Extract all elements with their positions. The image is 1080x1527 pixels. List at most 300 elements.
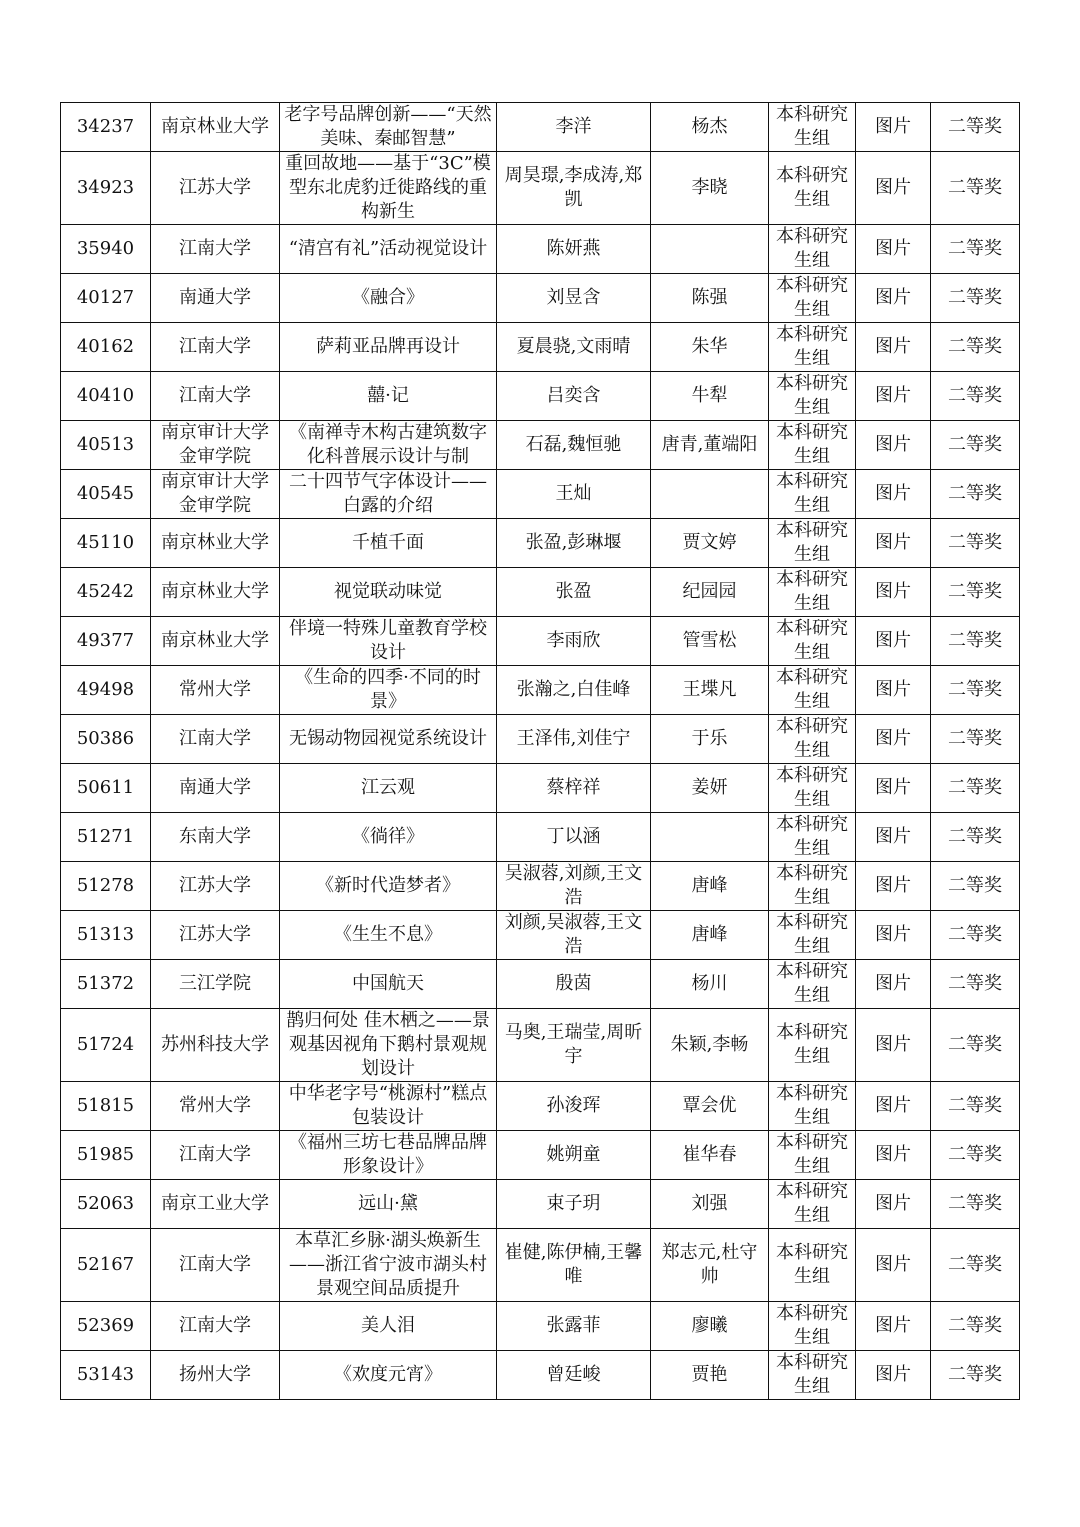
authors-cell [497, 1351, 651, 1400]
title-text: 《欢度元宵》 [334, 1364, 442, 1385]
title-cell [280, 103, 497, 152]
school-cell [151, 568, 280, 617]
authors-cell [497, 1082, 651, 1131]
group-text: 本科研究生组 [776, 569, 848, 614]
group-cell [769, 1082, 856, 1131]
advisor-text: 管雪松 [682, 630, 737, 651]
title-text: 视觉联动味觉 [334, 581, 442, 602]
authors-text: 王灿 [555, 483, 592, 504]
school-text: 南京审计大学金审学院 [161, 422, 269, 467]
group-cell [769, 323, 856, 372]
group-cell [769, 519, 856, 568]
school-text: 常州大学 [179, 1095, 251, 1116]
award-cell: 二等奖 [931, 1302, 1020, 1351]
school-text: 南京审计大学金审学院 [161, 471, 269, 516]
entry-id-cell: 50611 [61, 764, 151, 813]
table-row [61, 862, 1020, 911]
authors-cell [497, 421, 651, 470]
title-text: 美人泪 [361, 1315, 415, 1336]
advisor-text: 牛犁 [691, 385, 728, 406]
authors-text: 吕奕含 [546, 385, 601, 406]
authors-cell [497, 323, 651, 372]
school-cell [151, 960, 280, 1009]
school-cell [151, 1229, 280, 1302]
title-text: 《福州三坊七巷品牌品牌形象设计》 [289, 1132, 487, 1177]
type-cell: 图片 [856, 519, 931, 568]
award-cell: 二等奖 [931, 1009, 1020, 1082]
table-row [61, 764, 1020, 813]
group-cell [769, 960, 856, 1009]
type-cell: 图片 [856, 911, 931, 960]
award-cell: 二等奖 [931, 666, 1020, 715]
award-cell: 二等奖 [931, 372, 1020, 421]
authors-cell [497, 274, 651, 323]
authors-text: 李雨欣 [546, 630, 601, 651]
table-row [61, 1131, 1020, 1180]
group-cell [769, 1180, 856, 1229]
authors-text: 束子玥 [546, 1193, 601, 1214]
table-row [61, 813, 1020, 862]
authors-text: 王泽伟,刘佳宁 [516, 728, 631, 749]
group-cell [769, 715, 856, 764]
award-cell: 二等奖 [931, 152, 1020, 225]
type-cell: 图片 [856, 1131, 931, 1180]
title-text: 《南禅寺木构古建筑数字化科普展示设计与制 [289, 422, 487, 467]
type-cell: 图片 [856, 152, 931, 225]
table-row [61, 152, 1020, 225]
entry-id-cell: 51278 [61, 862, 151, 911]
title-text: 《生命的四季·不同的时景》 [295, 667, 481, 712]
table-row [61, 470, 1020, 519]
advisor-cell [651, 1131, 769, 1180]
table-row [61, 421, 1020, 470]
authors-text: 陈妍燕 [546, 238, 601, 259]
title-text: 《徜徉》 [352, 826, 424, 847]
advisor-cell [651, 617, 769, 666]
title-cell [280, 1302, 497, 1351]
advisor-cell [651, 568, 769, 617]
group-text: 本科研究生组 [776, 520, 848, 565]
entry-id-cell: 45110 [61, 519, 151, 568]
authors-text: 吴淑蓉,刘颜,王文浩 [504, 863, 643, 908]
advisor-cell [651, 1229, 769, 1302]
advisor-cell [651, 519, 769, 568]
group-cell [769, 274, 856, 323]
school-text: 常州大学 [179, 679, 251, 700]
type-cell: 图片 [856, 1229, 931, 1302]
table-row [61, 323, 1020, 372]
table-row [61, 715, 1020, 764]
group-text: 本科研究生组 [776, 324, 848, 369]
school-cell [151, 103, 280, 152]
group-text: 本科研究生组 [776, 961, 848, 1006]
advisor-text: 于乐 [691, 728, 728, 749]
group-text: 本科研究生组 [776, 618, 848, 663]
school-cell [151, 1082, 280, 1131]
group-text: 本科研究生组 [776, 863, 848, 908]
school-cell [151, 470, 280, 519]
award-cell: 二等奖 [931, 960, 1020, 1009]
authors-cell [497, 470, 651, 519]
school-cell [151, 323, 280, 372]
group-text: 本科研究生组 [776, 471, 848, 516]
school-text: 南京林业大学 [161, 581, 269, 602]
group-cell [769, 103, 856, 152]
group-text: 本科研究生组 [776, 1132, 848, 1177]
table-row [61, 1082, 1020, 1131]
title-cell [280, 764, 497, 813]
title-cell [280, 225, 497, 274]
advisor-cell [651, 152, 769, 225]
entry-id-cell: 52167 [61, 1229, 151, 1302]
table-row [61, 1229, 1020, 1302]
authors-cell [497, 813, 651, 862]
title-text: 《生生不息》 [334, 924, 442, 945]
group-text: 本科研究生组 [776, 1022, 848, 1067]
school-text: 江苏大学 [179, 177, 251, 198]
table-row [61, 1180, 1020, 1229]
authors-text: 张盈 [555, 581, 592, 602]
title-cell [280, 1180, 497, 1229]
school-text: 扬州大学 [179, 1364, 251, 1385]
type-cell: 图片 [856, 103, 931, 152]
advisor-cell [651, 372, 769, 421]
advisor-text: 李晓 [691, 177, 728, 198]
title-cell [280, 666, 497, 715]
award-cell: 二等奖 [931, 764, 1020, 813]
advisor-text: 陈强 [691, 287, 728, 308]
advisor-cell [651, 225, 769, 274]
authors-cell [497, 1302, 651, 1351]
group-text: 本科研究生组 [776, 165, 848, 210]
school-text: 南京工业大学 [161, 1193, 269, 1214]
title-cell [280, 1009, 497, 1082]
group-cell [769, 225, 856, 274]
authors-cell [497, 225, 651, 274]
type-cell: 图片 [856, 764, 931, 813]
group-cell [769, 862, 856, 911]
table-row [61, 1302, 1020, 1351]
entry-id-cell: 51271 [61, 813, 151, 862]
authors-text: 石磊,魏恒驰 [525, 434, 622, 455]
type-cell: 图片 [856, 960, 931, 1009]
group-cell [769, 568, 856, 617]
table-row [61, 568, 1020, 617]
authors-text: 张盈,彭琳堰 [525, 532, 622, 553]
type-cell: 图片 [856, 470, 931, 519]
title-text: 鹊归何处 佳木栖之——景观基因视角下鹅村景观规划设计 [286, 1010, 490, 1079]
advisor-cell [651, 1302, 769, 1351]
entry-id-cell: 45242 [61, 568, 151, 617]
advisor-cell [651, 960, 769, 1009]
school-cell [151, 421, 280, 470]
group-text: 本科研究生组 [776, 1181, 848, 1226]
table-row [61, 1009, 1020, 1082]
school-cell [151, 666, 280, 715]
group-text: 本科研究生组 [776, 667, 848, 712]
table-row [61, 225, 1020, 274]
group-cell [769, 372, 856, 421]
title-text: 中华老字号“桃源村”糕点包装设计 [288, 1083, 488, 1128]
group-text: 本科研究生组 [776, 765, 848, 810]
type-cell: 图片 [856, 1082, 931, 1131]
table-row [61, 519, 1020, 568]
school-text: 江南大学 [179, 238, 251, 259]
school-text: 南通大学 [179, 777, 251, 798]
authors-cell [497, 1009, 651, 1082]
award-cell: 二等奖 [931, 862, 1020, 911]
authors-text: 刘昱含 [546, 287, 601, 308]
authors-text: 蔡梓祥 [546, 777, 601, 798]
entry-id-cell: 53143 [61, 1351, 151, 1400]
award-cell: 二等奖 [931, 103, 1020, 152]
type-cell: 图片 [856, 323, 931, 372]
award-cell: 二等奖 [931, 323, 1020, 372]
advisor-cell [651, 274, 769, 323]
group-cell [769, 1009, 856, 1082]
authors-text: 丁以涵 [546, 826, 601, 847]
group-cell [769, 421, 856, 470]
authors-text: 张瀚之,白佳峰 [516, 679, 631, 700]
school-cell [151, 1351, 280, 1400]
authors-text: 殷茵 [555, 973, 592, 994]
group-cell [769, 764, 856, 813]
school-text: 江南大学 [179, 1144, 251, 1165]
title-cell [280, 421, 497, 470]
entry-id-cell: 40127 [61, 274, 151, 323]
award-cell: 二等奖 [931, 568, 1020, 617]
title-text: 远山·黛 [358, 1193, 418, 1214]
group-text: 本科研究生组 [776, 1303, 848, 1348]
group-text: 本科研究生组 [776, 1242, 848, 1287]
group-cell [769, 666, 856, 715]
entry-id-cell: 34237 [61, 103, 151, 152]
type-cell: 图片 [856, 813, 931, 862]
entry-id-cell: 40513 [61, 421, 151, 470]
award-cell: 二等奖 [931, 519, 1020, 568]
award-cell: 二等奖 [931, 911, 1020, 960]
award-cell: 二等奖 [931, 1351, 1020, 1400]
entry-id-cell: 50386 [61, 715, 151, 764]
title-cell [280, 1131, 497, 1180]
authors-cell [497, 911, 651, 960]
title-cell [280, 715, 497, 764]
table-body [61, 103, 1020, 1400]
award-cell: 二等奖 [931, 225, 1020, 274]
award-cell: 二等奖 [931, 1180, 1020, 1229]
group-text: 本科研究生组 [776, 1352, 848, 1397]
group-text: 本科研究生组 [776, 912, 848, 957]
entry-id-cell: 40162 [61, 323, 151, 372]
school-cell [151, 225, 280, 274]
advisor-text: 姜妍 [691, 777, 728, 798]
school-cell [151, 1009, 280, 1082]
table-row [61, 911, 1020, 960]
advisor-cell [651, 1180, 769, 1229]
school-text: 江南大学 [179, 385, 251, 406]
school-text: 江南大学 [179, 1315, 251, 1336]
advisor-cell [651, 862, 769, 911]
school-cell [151, 715, 280, 764]
group-cell [769, 617, 856, 666]
type-cell: 图片 [856, 421, 931, 470]
authors-text: 曾廷峻 [546, 1364, 601, 1385]
advisor-text: 杨杰 [691, 116, 728, 137]
title-text: 江云观 [361, 777, 415, 798]
authors-cell [497, 103, 651, 152]
entry-id-cell: 51372 [61, 960, 151, 1009]
advisor-text: 唐峰 [691, 924, 728, 945]
entry-id-cell: 49377 [61, 617, 151, 666]
title-text: 老字号品牌创新——“天然美味、秦邮智慧” [284, 104, 492, 149]
group-text: 本科研究生组 [776, 275, 848, 320]
school-cell [151, 274, 280, 323]
entry-id-cell: 40545 [61, 470, 151, 519]
advisor-cell [651, 666, 769, 715]
advisor-cell [651, 764, 769, 813]
school-cell [151, 813, 280, 862]
type-cell: 图片 [856, 1351, 931, 1400]
school-cell [151, 372, 280, 421]
title-text: 囍·记 [367, 385, 409, 406]
school-text: 南京林业大学 [161, 630, 269, 651]
advisor-cell [651, 1009, 769, 1082]
school-text: 东南大学 [179, 826, 251, 847]
advisor-text: 唐青,董端阳 [661, 434, 758, 455]
award-cell: 二等奖 [931, 470, 1020, 519]
group-cell [769, 470, 856, 519]
group-text: 本科研究生组 [776, 104, 848, 149]
school-cell [151, 1131, 280, 1180]
school-text: 南京林业大学 [161, 116, 269, 137]
entry-id-cell: 49498 [61, 666, 151, 715]
authors-text: 夏晨骁,文雨晴 [516, 336, 631, 357]
group-cell [769, 1302, 856, 1351]
advisor-text: 崔华春 [682, 1144, 737, 1165]
type-cell: 图片 [856, 1009, 931, 1082]
award-cell: 二等奖 [931, 1229, 1020, 1302]
advisor-cell [651, 421, 769, 470]
title-cell [280, 568, 497, 617]
advisor-text: 覃会优 [682, 1095, 737, 1116]
advisor-text: 王堞凡 [682, 679, 737, 700]
group-text: 本科研究生组 [776, 716, 848, 761]
authors-cell [497, 764, 651, 813]
table-row [61, 666, 1020, 715]
school-text: 江南大学 [179, 728, 251, 749]
school-text: 江苏大学 [179, 924, 251, 945]
title-text: 《融合》 [352, 287, 424, 308]
entry-id-cell: 52369 [61, 1302, 151, 1351]
authors-cell [497, 960, 651, 1009]
type-cell: 图片 [856, 274, 931, 323]
entry-id-cell: 51815 [61, 1082, 151, 1131]
advisor-cell [651, 1351, 769, 1400]
group-cell [769, 813, 856, 862]
group-cell [769, 1229, 856, 1302]
advisor-cell [651, 323, 769, 372]
school-cell [151, 617, 280, 666]
advisor-text: 刘强 [691, 1193, 728, 1214]
title-text: 本草汇乡脉·湖头焕新生——浙江省宁波市湖头村景观空间品质提升 [289, 1230, 487, 1299]
school-text: 南京林业大学 [161, 532, 269, 553]
award-cell: 二等奖 [931, 1082, 1020, 1131]
authors-text: 李洋 [555, 116, 592, 137]
authors-cell [497, 715, 651, 764]
group-text: 本科研究生组 [776, 814, 848, 859]
table-row [61, 960, 1020, 1009]
title-text: 《新时代造梦者》 [316, 875, 460, 896]
authors-text: 周昊璟,李成涛,郑凯 [504, 165, 643, 210]
title-text: “清宫有礼”活动视觉设计 [288, 238, 488, 259]
title-cell [280, 1082, 497, 1131]
type-cell: 图片 [856, 1180, 931, 1229]
school-cell [151, 1302, 280, 1351]
authors-cell [497, 862, 651, 911]
school-text: 南通大学 [179, 287, 251, 308]
table-row [61, 617, 1020, 666]
school-text: 三江学院 [179, 973, 251, 994]
authors-cell [497, 568, 651, 617]
award-cell: 二等奖 [931, 617, 1020, 666]
title-text: 重回故地——基于“3C”模型东北虎豹迁徙路线的重构新生 [285, 153, 491, 222]
type-cell: 图片 [856, 372, 931, 421]
title-cell [280, 617, 497, 666]
advisor-text: 郑志元,杜守帅 [661, 1242, 758, 1287]
title-cell [280, 470, 497, 519]
type-cell: 图片 [856, 617, 931, 666]
award-list-table [60, 102, 1020, 1400]
school-cell [151, 764, 280, 813]
type-cell: 图片 [856, 1302, 931, 1351]
title-cell [280, 911, 497, 960]
title-text: 二十四节气字体设计——白露的介绍 [289, 471, 487, 516]
advisor-text: 纪园园 [682, 581, 737, 602]
title-cell [280, 274, 497, 323]
group-cell [769, 1351, 856, 1400]
authors-text: 孙浚珲 [546, 1095, 601, 1116]
group-text: 本科研究生组 [776, 422, 848, 467]
authors-cell [497, 666, 651, 715]
school-cell [151, 1180, 280, 1229]
entry-id-cell: 35940 [61, 225, 151, 274]
entry-id-cell: 51985 [61, 1131, 151, 1180]
type-cell: 图片 [856, 568, 931, 617]
school-text: 江南大学 [179, 336, 251, 357]
authors-cell [497, 617, 651, 666]
advisor-cell [651, 715, 769, 764]
award-cell: 二等奖 [931, 421, 1020, 470]
authors-cell [497, 372, 651, 421]
authors-text: 张露菲 [546, 1315, 601, 1336]
advisor-text: 廖曦 [691, 1315, 728, 1336]
title-text: 中国航天 [352, 973, 424, 994]
group-text: 本科研究生组 [776, 1083, 848, 1128]
authors-text: 崔健,陈伊楠,王馨唯 [504, 1242, 643, 1287]
entry-id-cell: 40410 [61, 372, 151, 421]
authors-text: 马奥,王瑞莹,周昕宇 [504, 1022, 643, 1067]
entry-id-cell: 52063 [61, 1180, 151, 1229]
award-cell: 二等奖 [931, 813, 1020, 862]
advisor-text: 贾艳 [691, 1364, 728, 1385]
authors-text: 姚朔童 [546, 1144, 601, 1165]
school-cell [151, 911, 280, 960]
title-cell [280, 152, 497, 225]
school-text: 江苏大学 [179, 875, 251, 896]
group-cell [769, 152, 856, 225]
entry-id-cell: 34923 [61, 152, 151, 225]
title-cell [280, 813, 497, 862]
